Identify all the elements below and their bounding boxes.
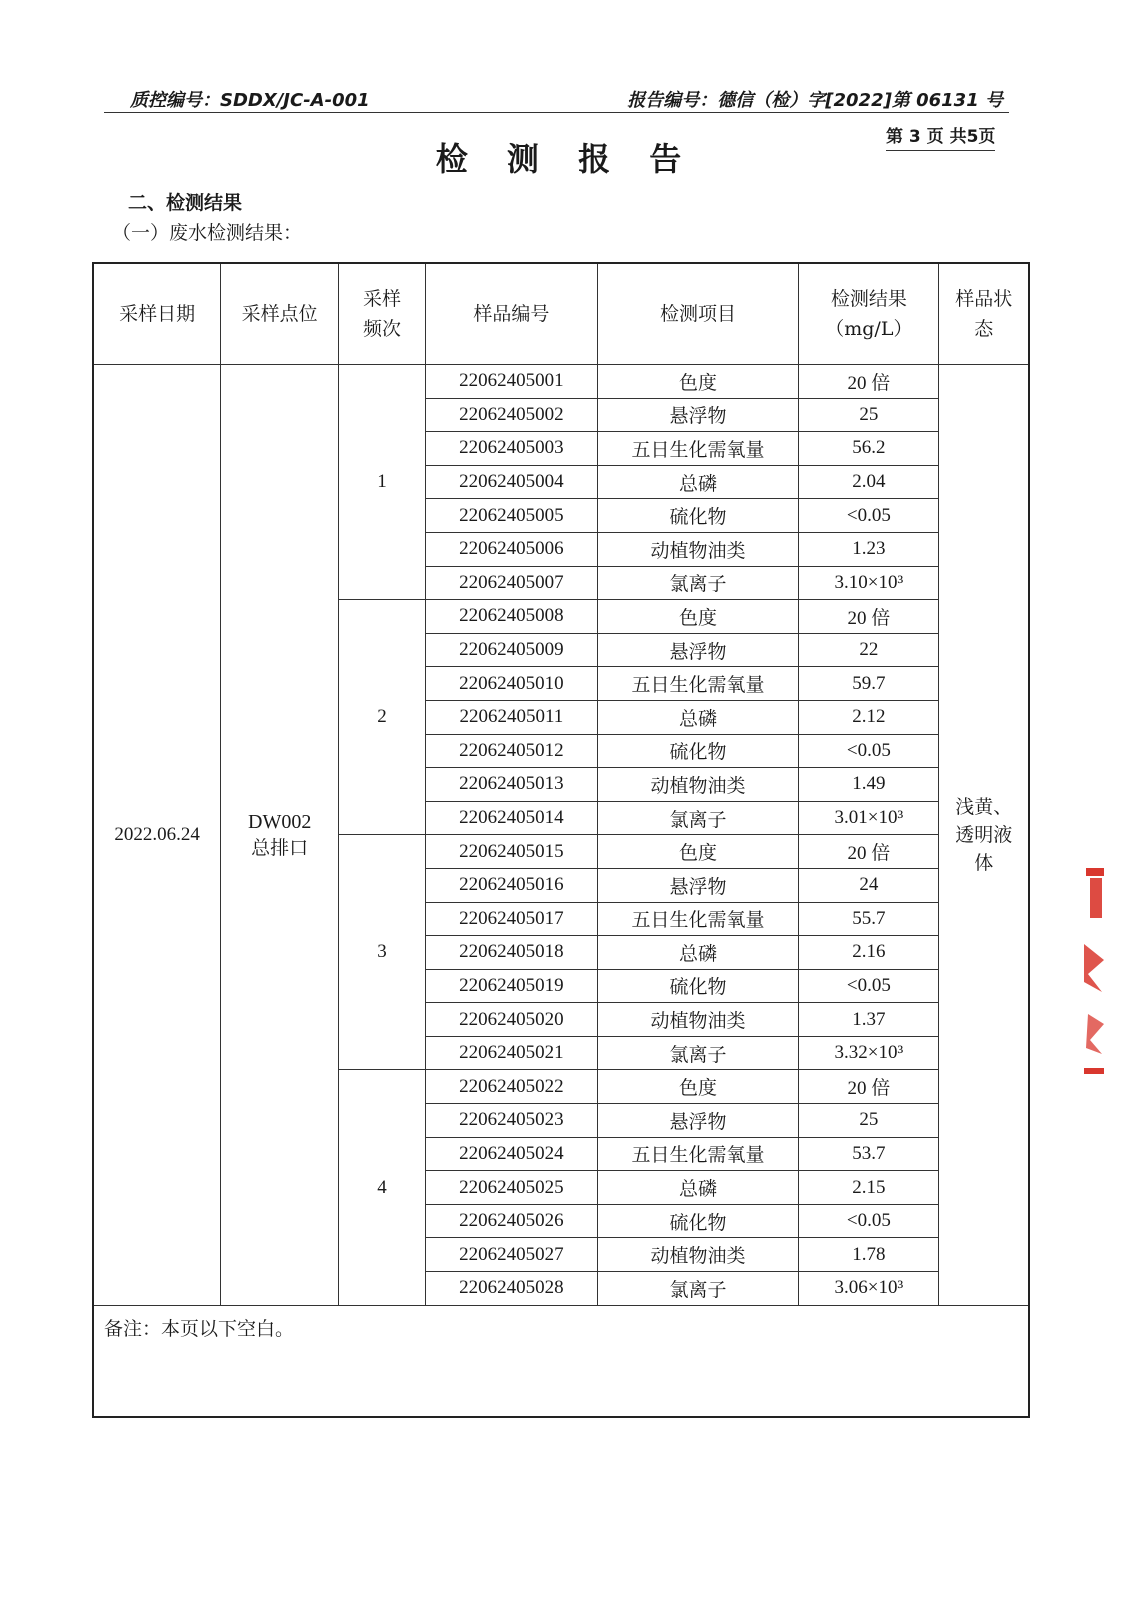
- sample-id: 22062405027: [425, 1238, 597, 1272]
- sample-id: 22062405005: [425, 499, 597, 533]
- remarks: 备注：本页以下空白。: [93, 1305, 1029, 1417]
- test-item: 悬浮物: [597, 633, 799, 667]
- sample-id: 22062405015: [425, 835, 597, 869]
- test-item: 动植物油类: [597, 1003, 799, 1037]
- test-item: 氯离子: [597, 1036, 799, 1070]
- test-item: 氯离子: [597, 1272, 799, 1306]
- sampling-frequency: 3: [338, 835, 425, 1070]
- section-subheading: （一）废水检测结果：: [112, 222, 303, 244]
- test-item: 动植物油类: [597, 1238, 799, 1272]
- test-result: 22: [799, 633, 939, 667]
- test-item: 动植物油类: [597, 532, 799, 566]
- test-result: 53.7: [799, 1137, 939, 1171]
- sample-id: 22062405014: [425, 801, 597, 835]
- section-heading: 二、检测结果: [128, 192, 243, 214]
- test-item: 总磷: [597, 936, 799, 970]
- sampling-frequency: 4: [338, 1070, 425, 1305]
- sample-id: 22062405020: [425, 1003, 597, 1037]
- test-result: 55.7: [799, 902, 939, 936]
- sample-id: 22062405013: [425, 768, 597, 802]
- header-state: [939, 263, 1029, 365]
- test-result: 56.2: [799, 432, 939, 466]
- sample-id: 22062405008: [425, 600, 597, 634]
- sample-id: 22062405007: [425, 566, 597, 600]
- test-result: <0.05: [799, 499, 939, 533]
- header-state-line2: 态: [974, 318, 994, 340]
- test-item: 五日生化需氧量: [597, 432, 799, 466]
- sample-id: 22062405028: [425, 1272, 597, 1306]
- sample-id: 22062405024: [425, 1137, 597, 1171]
- sample-id: 22062405002: [425, 398, 597, 432]
- test-result: 25: [799, 398, 939, 432]
- sample-id: 22062405016: [425, 868, 597, 902]
- header-frequency-line2: 频次: [362, 318, 401, 340]
- header-result-line2: （mg/L）: [825, 318, 913, 340]
- test-result: <0.05: [799, 1204, 939, 1238]
- test-result: 24: [799, 868, 939, 902]
- test-result: 1.49: [799, 768, 939, 802]
- test-item: 硫化物: [597, 734, 799, 768]
- test-result: 2.04: [799, 465, 939, 499]
- test-result: 1.37: [799, 1003, 939, 1037]
- header-divider: [104, 112, 1009, 113]
- remarks-row: [93, 1305, 1029, 1417]
- header-date: 采样日期: [93, 263, 221, 365]
- test-result: 3.01×10³: [799, 801, 939, 835]
- header-sample-id: 样品编号: [425, 263, 597, 365]
- sample-id: 22062405022: [425, 1070, 597, 1104]
- sampling-frequency: 1: [338, 365, 425, 600]
- test-result: <0.05: [799, 734, 939, 768]
- sample-id: 22062405003: [425, 432, 597, 466]
- test-result: 20 倍: [799, 600, 939, 634]
- test-item: 五日生化需氧量: [597, 1137, 799, 1171]
- test-item: 悬浮物: [597, 1104, 799, 1138]
- test-item: 五日生化需氧量: [597, 667, 799, 701]
- header-frequency-line1: 采样: [362, 288, 401, 310]
- test-item: 色度: [597, 600, 799, 634]
- sampling-date: 2022.06.24: [93, 365, 221, 1306]
- sample-id: 22062405017: [425, 902, 597, 936]
- location-name: 总排口: [251, 836, 309, 859]
- test-item: 总磷: [597, 465, 799, 499]
- header-frequency: [338, 263, 425, 365]
- test-result: 20 倍: [799, 365, 939, 399]
- test-result: 59.7: [799, 667, 939, 701]
- test-result: 2.12: [799, 700, 939, 734]
- test-item: 硫化物: [597, 1204, 799, 1238]
- test-item: 色度: [597, 835, 799, 869]
- sample-id: 22062405025: [425, 1171, 597, 1205]
- test-item: 硫化物: [597, 499, 799, 533]
- header-location: 采样点位: [221, 263, 339, 365]
- sample-id: 22062405006: [425, 532, 597, 566]
- sample-id: 22062405001: [425, 365, 597, 399]
- test-item: 悬浮物: [597, 868, 799, 902]
- results-table: [92, 262, 1030, 1418]
- page-indicator: 第 3 页 共5页: [886, 122, 995, 151]
- red-seal-stamp: [1080, 864, 1106, 1078]
- sample-id: 22062405019: [425, 969, 597, 1003]
- table-header-row: [93, 263, 1029, 365]
- sample-id: 22062405023: [425, 1104, 597, 1138]
- test-item: 氯离子: [597, 566, 799, 600]
- header-item: 检测项目: [597, 263, 799, 365]
- table-row: [93, 365, 1029, 399]
- test-result: 20 倍: [799, 835, 939, 869]
- test-result: 3.10×10³: [799, 566, 939, 600]
- sample-id: 22062405010: [425, 667, 597, 701]
- test-item: 五日生化需氧量: [597, 902, 799, 936]
- sample-id: 22062405012: [425, 734, 597, 768]
- sampling-location: [221, 365, 339, 1306]
- test-item: 悬浮物: [597, 398, 799, 432]
- sample-id: 22062405004: [425, 465, 597, 499]
- test-result: 1.78: [799, 1238, 939, 1272]
- qc-number: 质控编号：SDDX/JC-A-001: [130, 90, 370, 111]
- test-item: 氯离子: [597, 801, 799, 835]
- test-item: 色度: [597, 365, 799, 399]
- test-result: 1.23: [799, 532, 939, 566]
- test-result: <0.05: [799, 969, 939, 1003]
- sample-id: 22062405026: [425, 1204, 597, 1238]
- page-title: 检 测 报 告: [435, 140, 696, 178]
- report-number: 报告编号：德信（检）字[2022]第 06131 号: [627, 90, 1003, 111]
- sample-id: 22062405018: [425, 936, 597, 970]
- test-item: 硫化物: [597, 969, 799, 1003]
- test-item: 动植物油类: [597, 768, 799, 802]
- header-result: [799, 263, 939, 365]
- header-result-line1: 检测结果: [830, 288, 907, 310]
- test-result: 2.15: [799, 1171, 939, 1205]
- test-item: 色度: [597, 1070, 799, 1104]
- sampling-frequency: 2: [338, 600, 425, 835]
- test-result: 20 倍: [799, 1070, 939, 1104]
- test-result: 2.16: [799, 936, 939, 970]
- sample-id: 22062405021: [425, 1036, 597, 1070]
- test-item: 总磷: [597, 700, 799, 734]
- test-result: 25: [799, 1104, 939, 1138]
- header-state-line1: 样品状: [955, 288, 1013, 310]
- test-item: 总磷: [597, 1171, 799, 1205]
- sample-id: 22062405009: [425, 633, 597, 667]
- location-code: DW002: [248, 810, 312, 833]
- test-result: 3.06×10³: [799, 1272, 939, 1306]
- sample-id: 22062405011: [425, 700, 597, 734]
- sample-state: 浅黄、透明液体: [939, 365, 1029, 1306]
- test-result: 3.32×10³: [799, 1036, 939, 1070]
